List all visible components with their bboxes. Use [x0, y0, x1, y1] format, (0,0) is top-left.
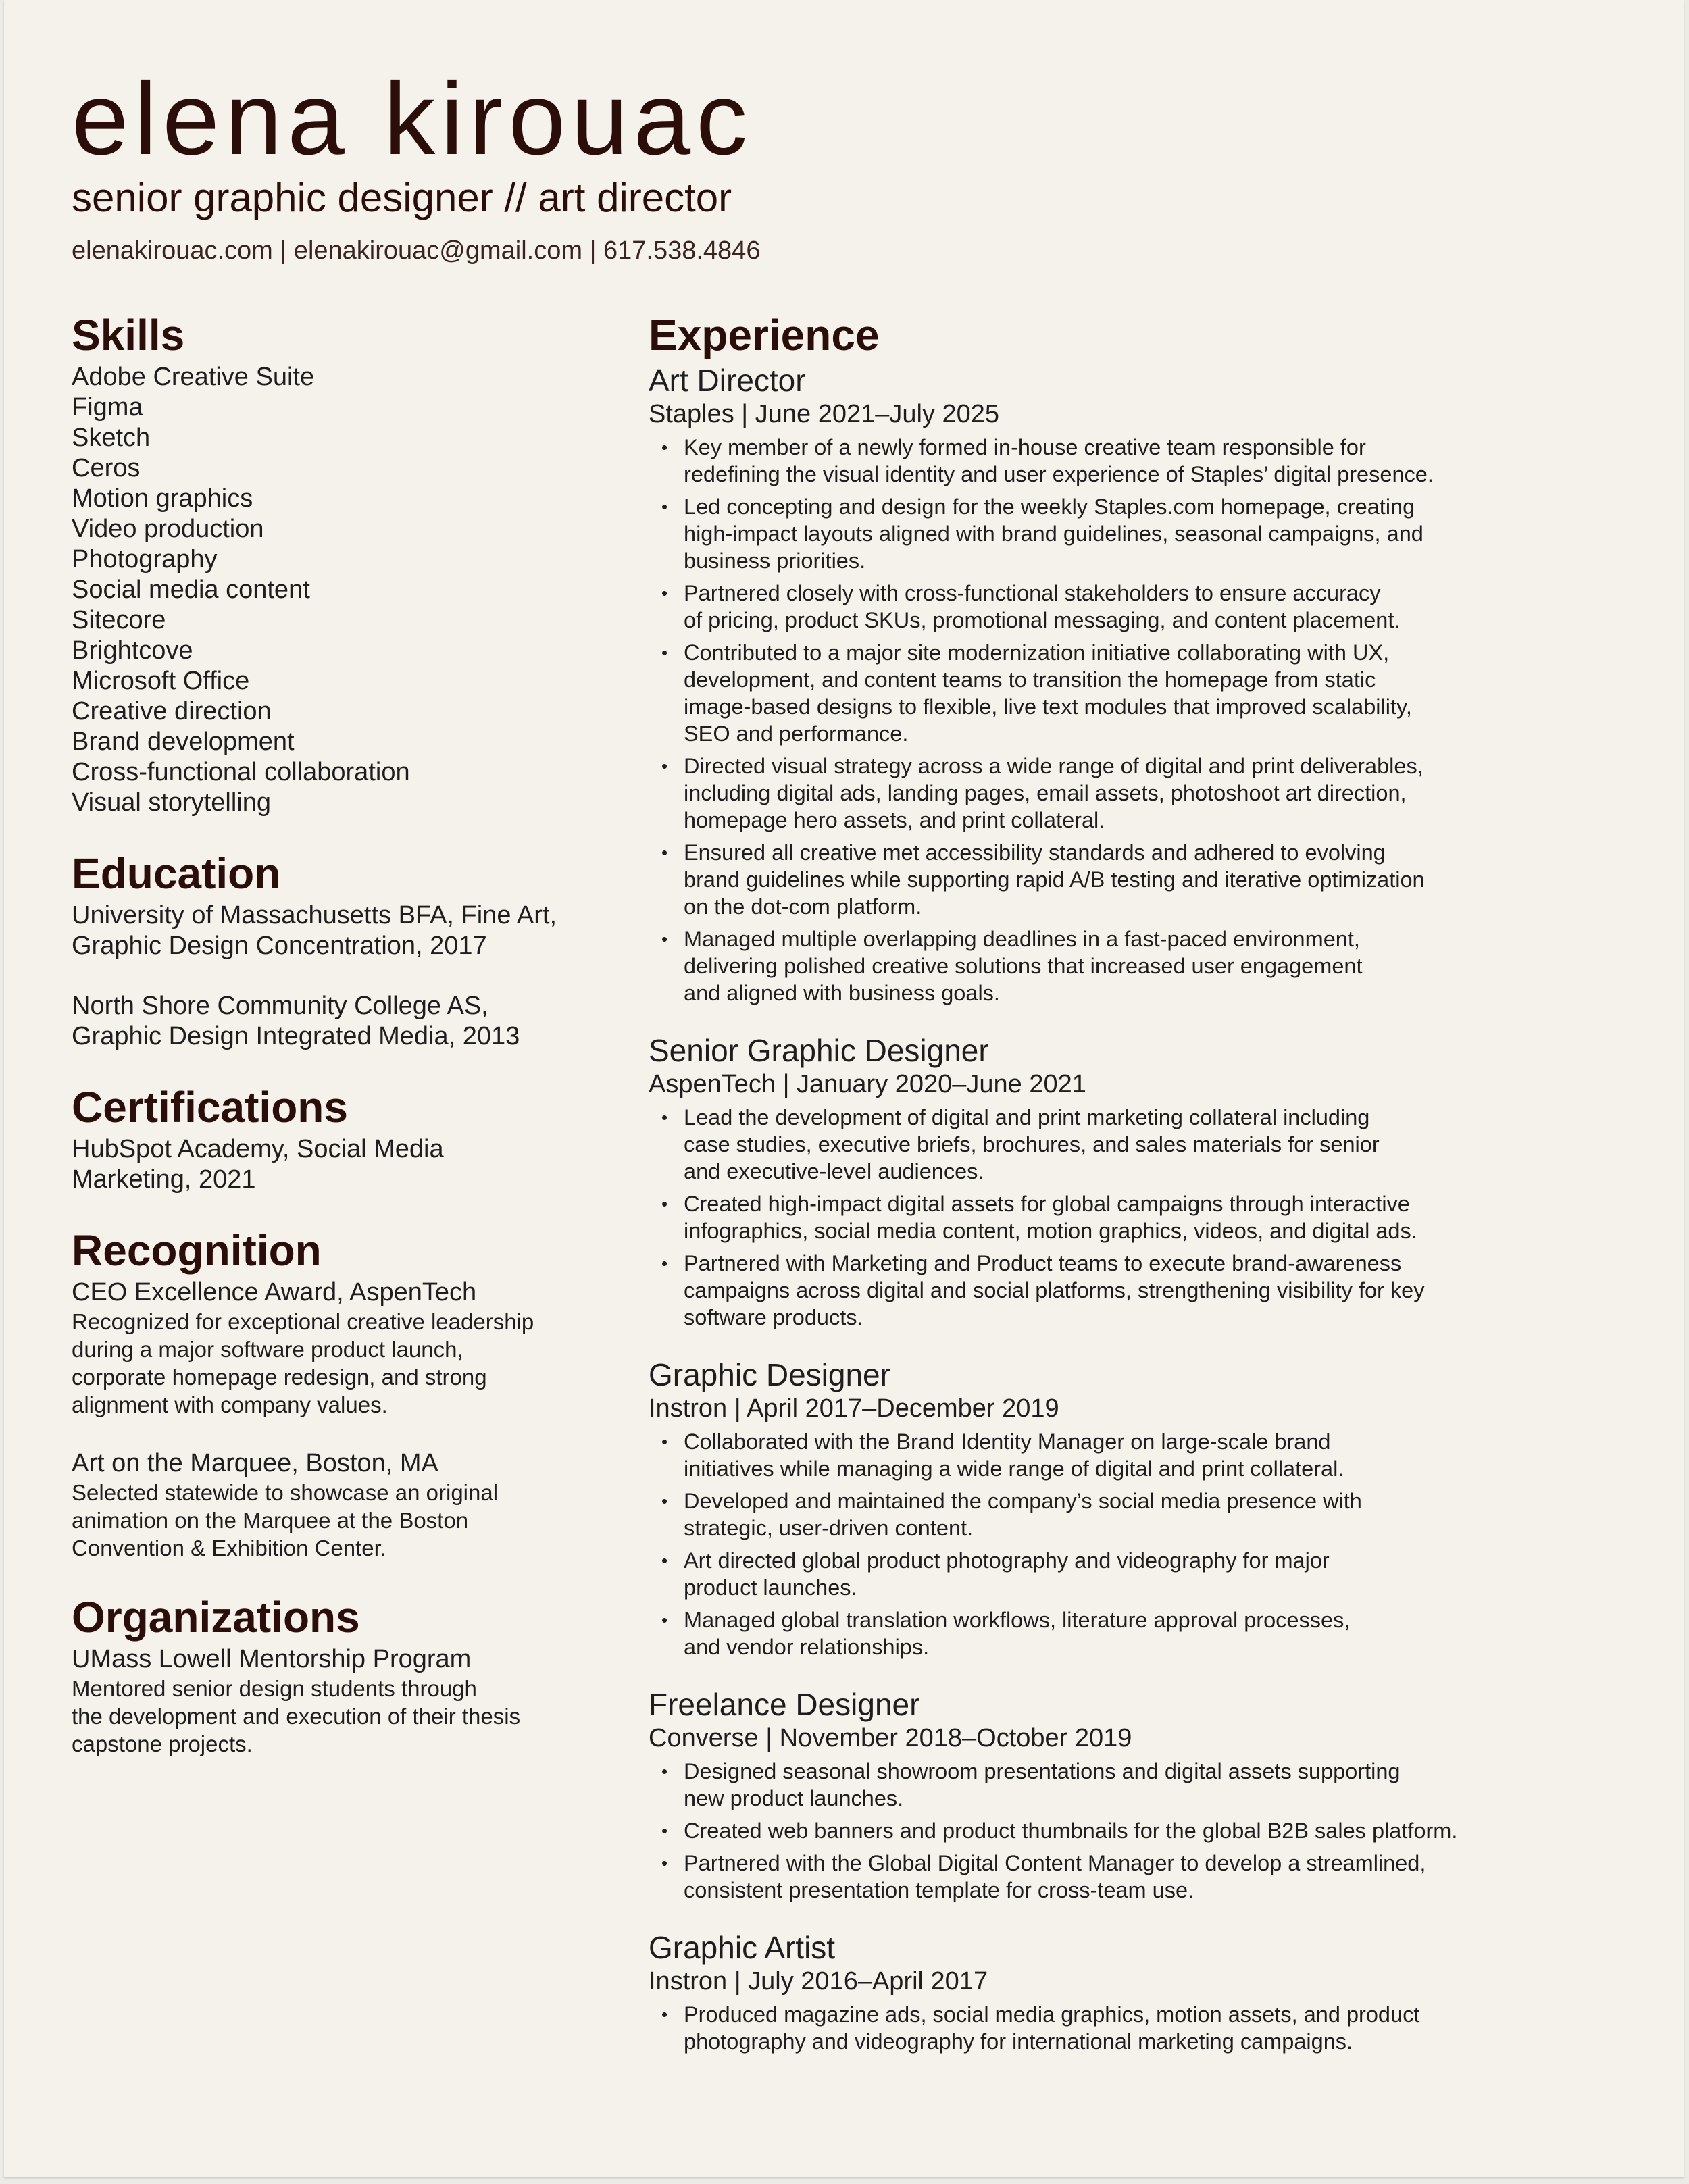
bullet-line: • Partnered closely with cross-functional stakeholders to ensure accuracy — [684, 581, 1381, 605]
bullet-item — [649, 839, 1621, 920]
bullet-line: image-based designs to flexible, live text modules that improved scalability, — [684, 694, 1412, 719]
job-entry — [649, 1686, 1621, 1904]
bullet-line: including digital ads, landing pages, email assets, photoshoot art direction, — [684, 781, 1407, 805]
job-bullets — [649, 1758, 1621, 1904]
resume-header — [72, 61, 1625, 268]
bullet-line: • Managed global translation workflows, literature approval processes, — [684, 1608, 1351, 1632]
bullet-line: • Partnered with Marketing and Product teams to execute brand-awareness — [684, 1251, 1402, 1275]
bullet-item — [649, 1606, 1621, 1660]
job-title: Graphic Designer — [649, 1357, 890, 1392]
bullet-line: of pricing, product SKUs, promotional messaging, and content placement. — [684, 608, 1401, 632]
job-title: Graphic Artist — [649, 1930, 836, 1965]
bullet-line: • Art directed global product photography and videography for major — [684, 1548, 1330, 1573]
skill-item: Sketch — [72, 424, 151, 452]
skill-item: Brightcove — [72, 636, 193, 665]
bullet-line: photography and videography for international marketing campaigns. — [684, 2029, 1353, 2054]
bullet-line: product launches. — [684, 1575, 857, 1600]
right-column — [649, 308, 1621, 2081]
education-line: North Shore Community College AS, — [72, 992, 488, 1020]
bullet-item — [649, 1850, 1621, 1904]
job-entry — [649, 1356, 1621, 1660]
skills-heading: Skills — [72, 311, 185, 359]
recognition-title: Art on the Marquee, Boston, MA — [72, 1449, 438, 1477]
recognition-title: CEO Excellence Award, AspenTech — [72, 1278, 477, 1306]
education-entry — [72, 900, 599, 961]
education-entry — [72, 991, 599, 1052]
certifications-heading: Certifications — [72, 1083, 348, 1132]
certification-entry — [72, 1134, 599, 1195]
skill-item: Figma — [72, 393, 143, 422]
bullet-item — [649, 1250, 1621, 1331]
bullet-item — [649, 580, 1621, 634]
organization-desc-line: the development and execution of their thesis — [72, 1704, 521, 1729]
bullet-line: high-impact layouts aligned with brand guidelines, seasonal campaigns, and — [684, 522, 1423, 546]
education-section — [72, 846, 599, 1052]
organization-desc-line: Mentored senior design students through — [72, 1676, 477, 1701]
bullet-item — [649, 1817, 1621, 1844]
job-meta: Staples | June 2021–July 2025 — [649, 400, 1000, 428]
bullet-item — [649, 1104, 1621, 1185]
bullet-line: delivering polished creative solutions that increased user engagement — [684, 954, 1363, 978]
job-title: Senior Graphic Designer — [649, 1033, 989, 1068]
bullet-line: new product launches. — [684, 1786, 904, 1810]
job-meta: AspenTech | January 2020–June 2021 — [649, 1070, 1086, 1098]
bullet-line: • Led concepting and design for the weekly Staples.com homepage, creating — [684, 494, 1415, 519]
spacer — [72, 1419, 599, 1448]
bullet-line: and vendor relationships. — [684, 1635, 930, 1659]
skill-item: Photography — [72, 545, 218, 574]
left-column — [72, 308, 599, 1758]
recognition-item — [72, 1277, 599, 1419]
job-bullets — [649, 434, 1621, 1007]
education-line: Graphic Design Concentration, 2017 — [72, 932, 487, 960]
experience-heading: Experience — [649, 311, 880, 359]
job-bullets — [649, 1428, 1621, 1660]
bullet-line: • Collaborated with the Brand Identity Manager on large-scale brand — [684, 1429, 1331, 1454]
skill-item: Creative direction — [72, 697, 272, 726]
candidate-title: senior graphic designer // art director — [72, 175, 732, 220]
job-bullets — [649, 2001, 1621, 2055]
education-line: Graphic Design Integrated Media, 2013 — [72, 1022, 520, 1050]
skill-item: Video production — [72, 515, 264, 543]
recognition-desc-line: animation on the Marquee at the Boston — [72, 1508, 469, 1533]
bullet-item — [649, 925, 1621, 1007]
organizations-section — [72, 1590, 599, 1758]
bullet-line: • Partnered with the Global Digital Content Manager to develop a streamlined, — [684, 1851, 1426, 1875]
bullet-line: • Directed visual strategy across a wide range of digital and print deliverables, — [684, 754, 1423, 778]
bullet-item — [649, 2001, 1621, 2055]
skill-item: Cross-functional collaboration — [72, 758, 410, 786]
skill-item: Adobe Creative Suite — [72, 363, 315, 391]
skill-item: Brand development — [72, 728, 295, 756]
skill-item: Motion graphics — [72, 484, 253, 513]
bullet-line: • Created high-impact digital assets for global campaigns through interactive — [684, 1192, 1410, 1216]
bullet-item — [649, 1547, 1621, 1601]
bullet-line: on the dot-com platform. — [684, 894, 922, 919]
job-bullets — [649, 1104, 1621, 1331]
bullet-item — [649, 493, 1621, 574]
recognition-desc-line: alignment with company values. — [72, 1392, 388, 1417]
job-entry — [649, 1032, 1621, 1331]
bullet-line: brand guidelines while supporting rapid A/B testing and iterative optimization — [684, 867, 1425, 892]
organization-desc-line: capstone projects. — [72, 1731, 253, 1756]
skills-list — [72, 362, 599, 818]
bullet-line: consistent presentation template for cross-team use. — [684, 1878, 1194, 1902]
organization-title: UMass Lowell Mentorship Program — [72, 1645, 472, 1673]
education-line: University of Massachusetts BFA, Fine Art, — [72, 901, 557, 930]
bullet-item — [649, 753, 1621, 834]
recognition-desc-line: during a major software product launch, — [72, 1337, 463, 1362]
recognition-heading: Recognition — [72, 1226, 322, 1275]
recognition-section — [72, 1223, 599, 1562]
skill-item: Ceros — [72, 454, 141, 482]
skill-item: Social media content — [72, 576, 310, 604]
bullet-line: • Contributed to a major site modernization initiative collaborating with UX, — [684, 640, 1390, 665]
bullet-item — [649, 434, 1621, 488]
job-title: Freelance Designer — [649, 1687, 920, 1722]
bullet-line: • Key member of a newly formed in-house creative team responsible for — [684, 435, 1366, 459]
certification-line: Marketing, 2021 — [72, 1165, 256, 1194]
bullet-line: • Lead the development of digital and print marketing collateral including — [684, 1105, 1370, 1129]
bullet-line: case studies, executive briefs, brochures, and sales materials for senior — [684, 1132, 1380, 1157]
bullet-line: • Created web banners and product thumbnails for the global B2B sales platform. — [684, 1819, 1458, 1843]
bullet-item — [649, 1488, 1621, 1542]
certification-line: HubSpot Academy, Social Media — [72, 1135, 444, 1163]
bullet-line: infographics, social media content, motion graphics, videos, and digital ads. — [684, 1219, 1417, 1243]
bullet-line: • Ensured all creative met accessibility standards and adhered to evolving — [684, 840, 1386, 865]
job-meta: Converse | November 2018–October 2019 — [649, 1724, 1132, 1752]
candidate-name: elena kirouac — [72, 61, 753, 176]
job-title: Art Director — [649, 363, 806, 398]
certifications-section — [72, 1080, 599, 1195]
recognition-item — [72, 1448, 599, 1562]
recognition-desc-line: corporate homepage redesign, and strong — [72, 1365, 487, 1390]
job-meta: Instron | April 2017–December 2019 — [649, 1394, 1059, 1423]
bullet-line: SEO and performance. — [684, 721, 909, 746]
bullet-line: and executive-level audiences. — [684, 1159, 984, 1184]
bullet-line: homepage hero assets, and print collateral. — [684, 808, 1105, 832]
bullet-line: • Developed and maintained the company’s social media presence with — [684, 1489, 1362, 1513]
bullet-line: • Designed seasonal showroom presentations and digital assets supporting — [684, 1759, 1401, 1783]
bullet-line: software products. — [684, 1305, 863, 1329]
bullet-item — [649, 639, 1621, 747]
recognition-desc-line: Recognized for exceptional creative leadership — [72, 1309, 534, 1334]
bullet-line: • Produced magazine ads, social media graphics, motion assets, and product — [684, 2002, 1420, 2027]
bullet-item — [649, 1758, 1621, 1812]
bullet-line: initiatives while managing a wide range of digital and print collateral. — [684, 1456, 1344, 1481]
job-entry — [649, 1929, 1621, 2055]
skill-item: Visual storytelling — [72, 788, 272, 817]
organizations-heading: Organizations — [72, 1593, 360, 1642]
resume-page — [4, 0, 1684, 2177]
bullet-line: • Managed multiple overlapping deadlines in a fast-paced environment, — [684, 927, 1360, 951]
recognition-desc-line: Selected statewide to showcase an original — [72, 1480, 499, 1505]
recognition-desc-line: Convention & Exhibition Center. — [72, 1535, 386, 1560]
skills-section — [72, 308, 599, 818]
contact-line: elenakirouac.com | elenakirouac@gmail.com | 617.538.4846 — [72, 236, 761, 265]
bullet-item — [649, 1190, 1621, 1244]
bullet-line: business priorities. — [684, 549, 866, 573]
bullet-line: campaigns across digital and social platforms, strengthening visibility for key — [684, 1278, 1425, 1302]
bullet-line: strategic, user-driven content. — [684, 1516, 974, 1540]
skill-item: Microsoft Office — [72, 667, 250, 695]
bullet-line: development, and content teams to transition the homepage from static — [684, 667, 1376, 692]
bullet-item — [649, 1428, 1621, 1482]
bullet-line: and aligned with business goals. — [684, 981, 1000, 1005]
education-heading: Education — [72, 849, 281, 898]
spacer — [72, 961, 599, 991]
skill-item: Sitecore — [72, 606, 166, 634]
job-entry — [649, 362, 1621, 1007]
bullet-line: redefining the visual identity and user experience of Staples’ digital presence. — [684, 462, 1434, 486]
job-meta: Instron | July 2016–April 2017 — [649, 1967, 988, 1996]
